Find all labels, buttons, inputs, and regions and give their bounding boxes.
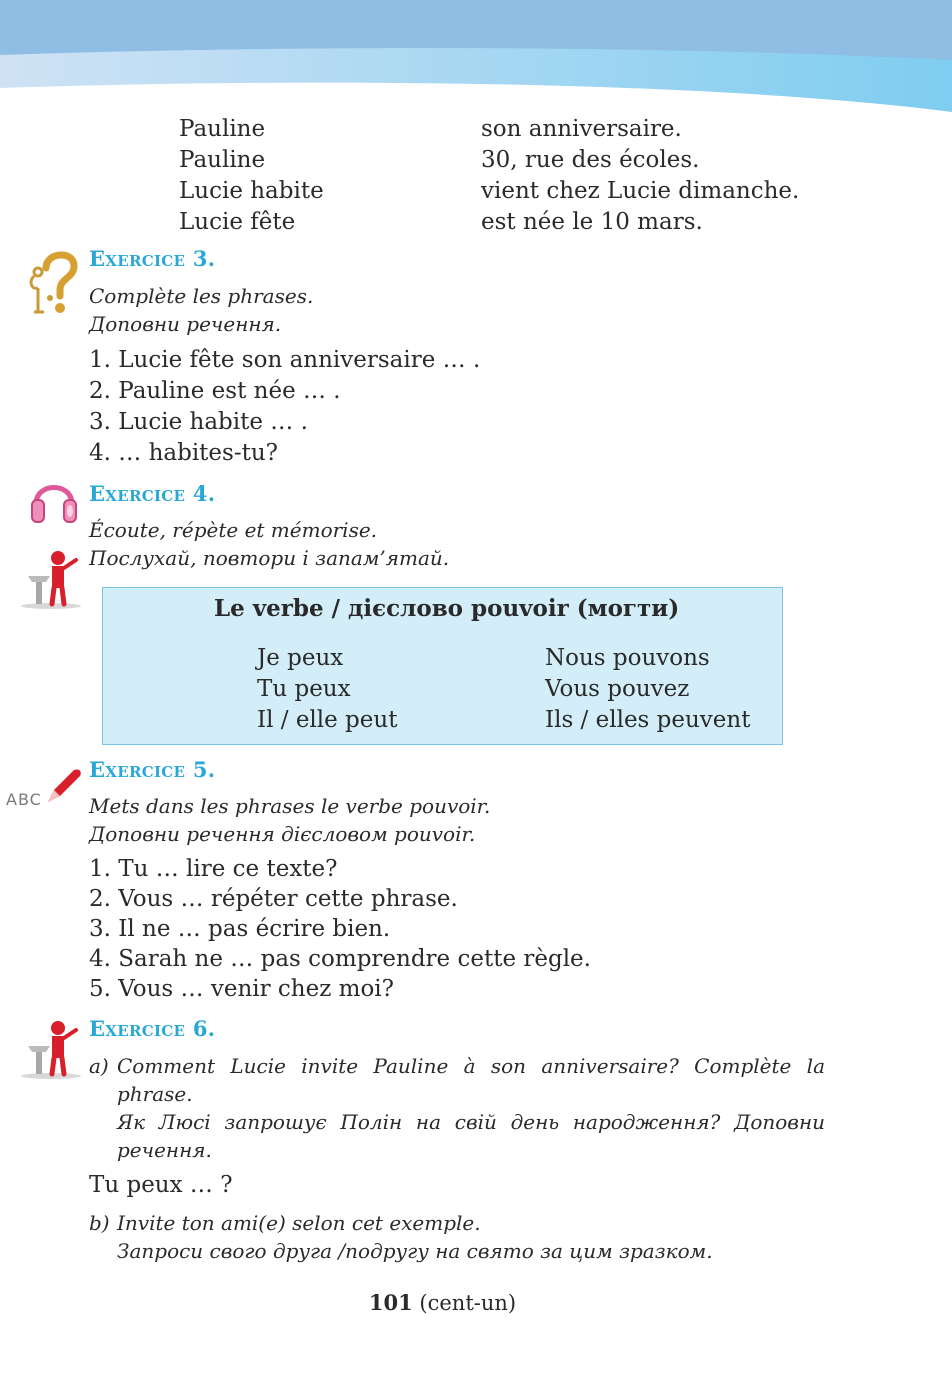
instruction-ukrainian: Запроси свого друга /подругу на свято за цим зразком. [117, 1239, 713, 1263]
presenter-figure-icon [18, 1018, 84, 1080]
conjugation-title: Le verbe / дієслово pouvoir (могти) [214, 595, 680, 622]
exercise-5-title: Exercice 5. [89, 757, 216, 782]
headphones-icon [30, 472, 78, 526]
exercise-3-instructions [89, 282, 313, 338]
list-item: 2. Vous … répéter cette phrase. [89, 886, 458, 912]
list-item: 4. … habites-tu? [89, 440, 278, 466]
abc-writing-text: ABC [6, 790, 42, 809]
instruction-french: Complète les phrases. [89, 284, 314, 308]
exercise-6-title: Exercice 6. [89, 1016, 216, 1041]
part-b-label: b) [89, 1211, 110, 1235]
match-left-item: Pauline [179, 116, 266, 142]
exercise-3-list [89, 345, 480, 469]
exercise-3-title: Exercice 3. [89, 246, 216, 271]
part-b-instructions [117, 1209, 825, 1265]
top-banner [0, 0, 952, 120]
matching-right-column [481, 114, 799, 238]
exercise-5-instructions [89, 792, 490, 848]
conjugation-singular [257, 643, 397, 736]
conjugation-form: Ils / elles peuvent [545, 707, 751, 733]
page-number [0, 1290, 885, 1315]
match-right-item: son anniversaire. [481, 116, 682, 142]
instruction-french: Mets dans les phrases le verbe pouvoir. [89, 794, 491, 818]
presenter-figure-icon [18, 548, 84, 610]
part-a-instruction-french: Comment Lucie invite Pauline à son anniversaire? Complète la phrase. [117, 1054, 825, 1106]
match-left-item: Lucie habite [179, 178, 324, 204]
instruction-french: Invite ton ami(e) selon cet exemple. [117, 1211, 481, 1235]
matching-left-column [179, 114, 324, 238]
conjugation-plural [545, 643, 750, 736]
match-right-item: 30, rue des écoles. [481, 147, 700, 173]
list-item: 1. Tu … lire ce texte? [89, 856, 338, 882]
conjugation-form: Je peux [257, 645, 344, 671]
list-item: 3. Il ne … pas écrire bien. [89, 916, 391, 942]
conjugation-form: Vous pouvez [545, 676, 690, 702]
page-number-digits: 101 [368, 1290, 413, 1315]
part-a-instruction-ukrainian: Як Люсі запрошує Полін на свій день народження? Доповни речення. [117, 1110, 825, 1162]
list-item: 3. Lucie habite … . [89, 409, 308, 435]
exercise-4-instructions [89, 516, 449, 572]
conjugation-form: Nous pouvons [545, 645, 710, 671]
instruction-ukrainian: Послухай, повтори і запам’ятай. [89, 546, 450, 570]
instruction-french: Écoute, répète et mémorise. [89, 518, 378, 542]
list-item: 2. Pauline est née … . [89, 378, 341, 404]
red-pen-icon [44, 766, 84, 806]
match-left-item: Pauline [179, 147, 266, 173]
match-right-item: est née le 10 mars. [481, 209, 703, 235]
exercise-5-list [89, 854, 591, 1004]
match-left-item: Lucie fête [179, 209, 296, 235]
page-number-word: (cent-un) [419, 1291, 517, 1315]
part-a-label: a) [89, 1054, 109, 1078]
list-item: 1. Lucie fête son anniversaire … . [89, 347, 481, 373]
instruction-ukrainian: Доповни речення дієсловом pouvoir. [89, 822, 476, 846]
match-right-item: vient chez Lucie dimanche. [481, 178, 800, 204]
exercise-4-title: Exercice 4. [89, 481, 216, 506]
list-item: 5. Vous … venir chez moi? [89, 976, 394, 1002]
conjugation-form: Tu peux [257, 676, 351, 702]
instruction-ukrainian: Доповни речення. [89, 312, 282, 336]
list-item: 4. Sarah ne … pas comprendre cette règle. [89, 946, 591, 972]
example-phrase: Tu peux … ? [89, 1172, 233, 1198]
question-mark-icon [24, 246, 80, 320]
conjugation-form: Il / elle peut [257, 707, 398, 733]
